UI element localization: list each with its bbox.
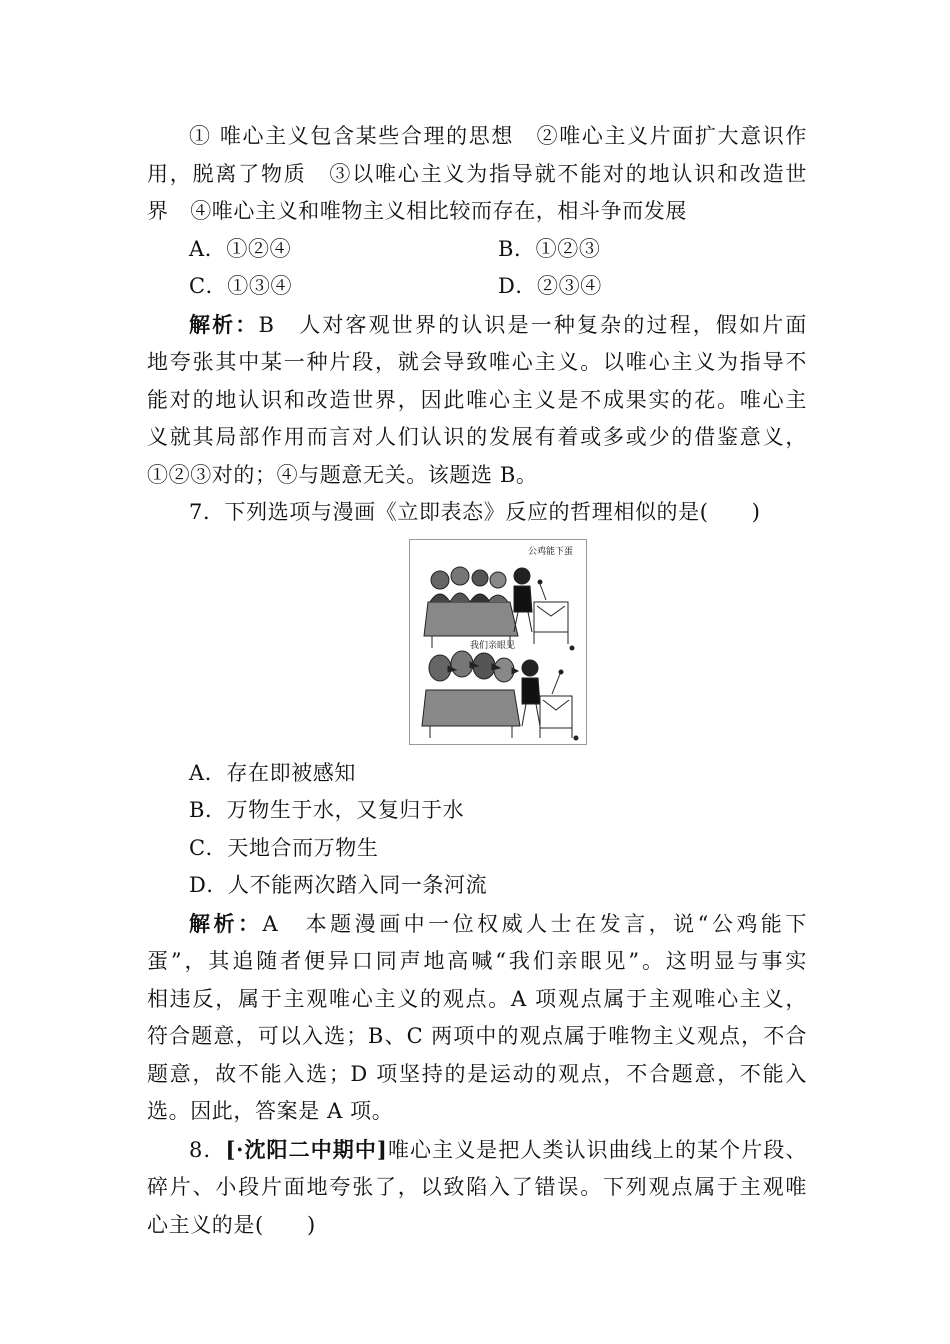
q6-analysis-line-2: 地夸张其中某一种片段，就会导致唯心主义。以唯心主义为指导不 [147,350,807,374]
q6-option-a: A．①②④ [189,236,292,261]
q8-question-line-1 [147,1131,807,1170]
q7-analysis-line-4: 符合题意，可以入选；B、C 两项中的观点属于唯物主义观点，不合 [147,1024,807,1048]
q7-option-c: C．天地合而万物生 [189,835,379,860]
q6-analysis-label: 解析： [189,311,259,337]
q6-analysis-line-5: ①②③对的；④与题意无关。该题选 B。 [147,462,538,487]
q6-option-d: D．②③④ [498,274,602,298]
q8-question-text-1: 唯心主义是把人类认识曲线上的某个片段、 [387,1137,808,1162]
q7-analysis-label: 解析： [189,910,263,936]
q7-option-b: B．万物生于水，又复归于水 [189,798,465,822]
q7-analysis-line-1 [147,905,807,944]
q8-number: 8． [189,1137,226,1162]
q6-statements-line-2: 用，脱离了物质 ③以唯心主义为指导就不能对的地认识和改造世 [147,161,807,186]
q7-analysis-line-5: 题意，故不能入选；D 项坚持的是运动的观点，不合题意，不能入 [147,1061,807,1086]
q7-analysis-line-2: 蛋”，其追随者便异口同声地高喊“我们亲眼见”。这明显与事实 [147,949,807,973]
q7-analysis-text-1: A 本题漫画中一位权威人士在发言，说“公鸡能下 [262,911,807,936]
q6-options-row-1 [147,231,807,269]
q8-question-line-3: 心主义的是( ) [147,1212,316,1237]
q7-analysis-line-3: 相违反，属于主观唯心主义的观点。A 项观点属于主观唯心主义， [147,986,807,1011]
q6-options-row-2 [147,268,807,306]
q6-analysis-line-4: 义就其局部作用而言对人们认识的发展有着或多或少的借鉴意义， [147,425,807,449]
q6-statements-line-1: ① 唯心主义包含某些合理的思想 ②唯心主义片面扩大意识作 [189,124,807,148]
cartoon-caption-bottom: 我们亲眼见 [470,640,516,651]
q7-cartoon-image [409,539,587,745]
q6-statements-line-3: 界 ④唯心主义和唯物主义相比较而存在，相斗争而发展 [147,199,687,223]
q7-question: 7．下列选项与漫画《立即表态》反应的哲理相似的是( ) [189,500,761,524]
q6-analysis-line-3: 能对的地认识和改造世界，因此唯心主义是不成果实的花。唯心主 [147,387,807,412]
document-page [147,118,807,1244]
q8-source: [·沈阳二中期中] [225,1136,388,1162]
q6-analysis-text-1: B 人对客观世界的认识是一种复杂的过程，假如片面 [258,312,807,337]
q8-question-line-2: 碎片、小段片面地夸张了，以致陷入了错误。下列观点属于主观唯 [147,1175,807,1199]
q7-option-d: D．人不能两次踏入同一条河流 [189,873,488,897]
q6-option-c: C．①③④ [189,274,293,298]
q6-option-b: B．①②③ [498,236,601,261]
q7-analysis-line-6: 选。因此，答案是 A 项。 [147,1099,394,1123]
q6-analysis-line-1 [147,306,807,345]
cartoon-caption-top: 公鸡能下蛋 [528,546,574,557]
q7-option-a: A．存在即被感知 [189,760,356,785]
